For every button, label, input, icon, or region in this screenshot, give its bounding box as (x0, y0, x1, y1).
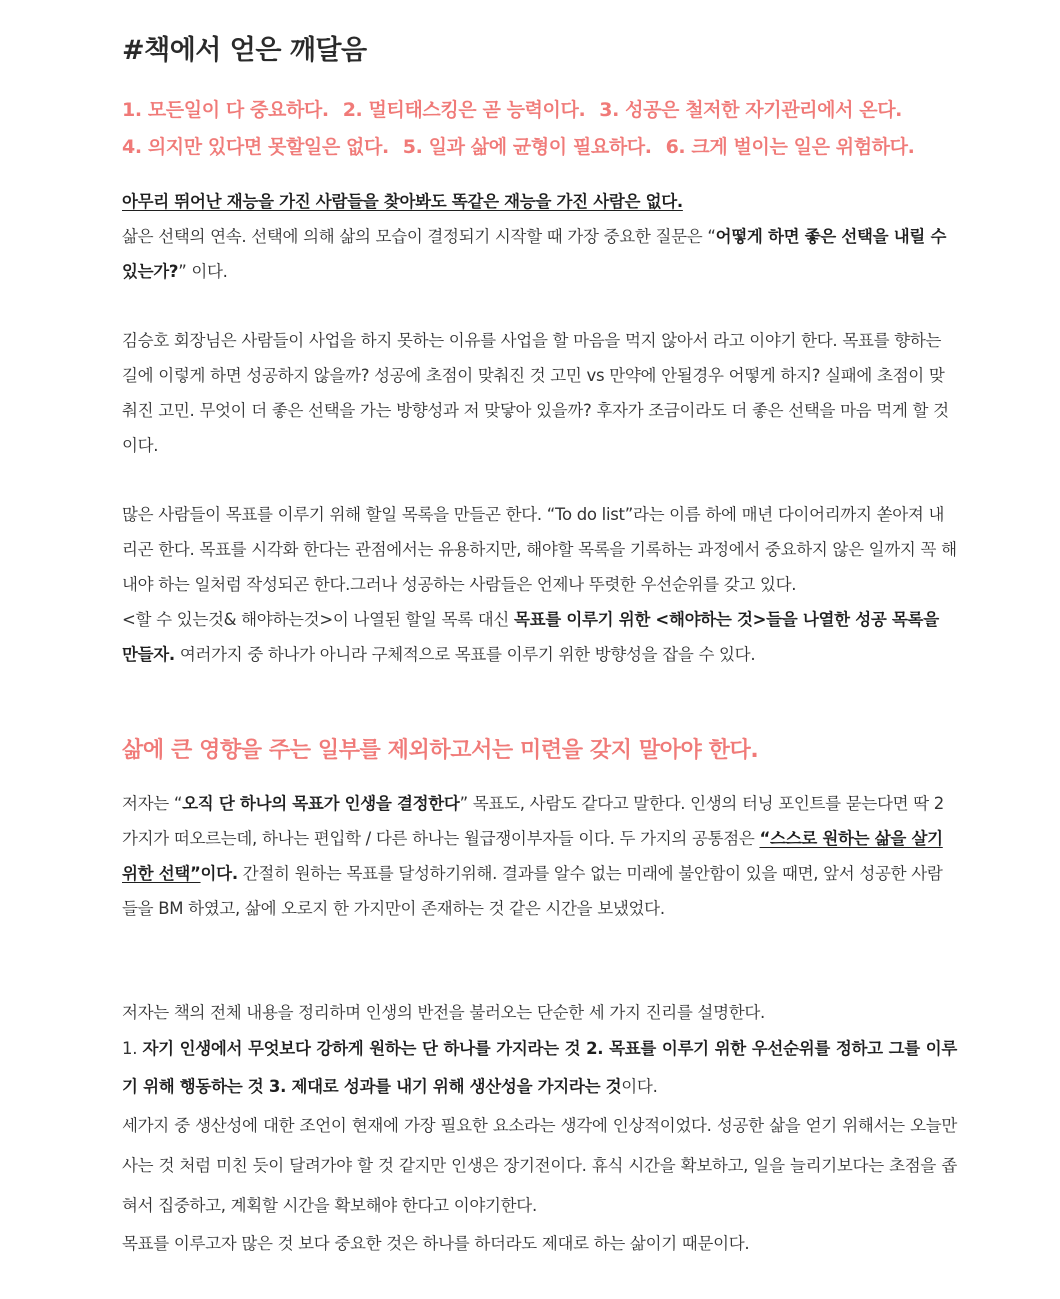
paragraph-text: 저자는 책의 전체 내용을 정리하며 인생의 반전을 불러오는 단순한 세 가지 진리를 설명한다. (122, 1003, 765, 1022)
lesson-item: 4. 의지만 있다면 못할일은 없다. (122, 136, 389, 158)
bold-phrase: 오직 단 하나의 목표가 인생을 결정한다 (182, 794, 460, 813)
underlined-bold-phrase: “스스로 원하는 삶을 살기 위한 선택” (122, 829, 943, 883)
text-span: ” 목표도, 사람도 같다고 말한다. 인생의 터닝 포인트를 묻는다면 딱 2가지가 떠오르는데, 하나는 편입학 / 다른 하나는 월급쟁이부자들 이다. 두 가지의 공통점은 (122, 794, 944, 848)
text-span: 이다. (621, 1077, 658, 1096)
truths-list (122, 1030, 957, 1106)
text-span: ” 이다. (178, 262, 228, 281)
text-span: 간절히 원하는 목표를 달성하기위해. 결과를 알수 없는 미래에 불안함이 있을 때면, 앞서 성공한 사람들을 BM 하였고, 삶에 오로지 한 가지만이 존재하는 것 같은 시간을 보냈었다. (122, 864, 943, 918)
paragraph-text: 세가지 중 생산성에 대한 조언이 현재에 가장 필요한 요소라는 생각에 인상적이었다. 성공한 삶을 얻기 위해서는 오늘만 사는 것 처럼 미친 듯이 달려가야 할 것 같지만 인생은 장기전이다. 휴식 시간을 확보하고, 일을 늘리기보다는 초점을 좁혀서 집중하고, 계획할 시간을 확보해야 한다고 이야기한다. (122, 1116, 957, 1215)
text-span: 저자는 “ (122, 794, 183, 813)
choice-paragraph (122, 219, 957, 289)
paragraph-text: 목표를 이루고자 많은 것 보다 중요한 것은 하나를 하더라도 제대로 하는 삶이기 때문이다. (122, 1234, 750, 1253)
text-span: 여러가지 중 하나가 아니라 구체적으로 목표를 이루기 위한 방향성을 잡을 수 있다. (174, 645, 756, 664)
page-title: #책에서 얻은 깨달음 (122, 35, 367, 66)
bold-phrase: 이다. (200, 864, 238, 883)
paragraph-todo-list (122, 497, 957, 672)
bold-phrase: 자기 인생에서 무엇보다 강하게 원하는 단 하나를 가지라는 것 2. 목표를 이루기 위한 우선순위를 정하고 그를 이루기 위해 행동하는 것 3. 제대로 성과를 내기 위해 생산성을 가지라는 것 (122, 1039, 957, 1096)
section-talent (122, 184, 957, 289)
lessons-line-2 (122, 129, 962, 166)
lesson-item: 6. 크게 벌이는 일은 위험하다. (665, 136, 915, 158)
success-list-paragraph (122, 602, 957, 672)
text-span: 삶은 선택의 연속. 선택에 의해 삶의 모습이 결정되기 시작할 때 가장 중요한 질문은 “ (122, 227, 716, 246)
lessons-line-1 (122, 92, 962, 129)
paragraph-text: 많은 사람들이 목표를 이루기 위해 할일 목록을 만들곤 한다. “To do list”라는 이름 하에 매년 다이어리까지 쏟아져 내리곤 한다. 목표를 시각화 한다는 관점에서는 유용하지만, 해야할 목록을 기록하는 과정에서 중요하지 않은 일까지 꼭 해내야 하는 일처럼 작성되곤 한다.그러나 성공하는 사람들은 언제나 뚜렷한 우선순위를 갖고 있다. (122, 505, 957, 594)
paragraph-three-truths (122, 995, 957, 1261)
underlined-statement: 아무리 뛰어난 재능을 가진 사람들을 찾아봐도 똑같은 재능을 가진 사람은 없다. (122, 192, 683, 211)
paragraph-one-goal (122, 786, 957, 926)
text-span: 1. (122, 1039, 143, 1058)
paragraph-text: 김승호 회장님은 사람들이 사업을 하지 못하는 이유를 사업을 할 마음을 먹지 않아서 라고 이야기 한다. 목표를 향하는 길에 이렇게 하면 성공하지 않을까? 성공에 초점이 맞춰진 것 고민 vs 만약에 안될경우 어떻게 하지? 실패에 초점이 맞춰진 고민. 무엇이 더 좋은 선택을 가는 방향성과 저 맞닿아 있을까? 후자가 조금이라도 더 좋은 선택을 마음 먹게 할 것이다. (122, 331, 949, 455)
lesson-item: 2. 멀티태스킹은 곧 능력이다. (342, 99, 586, 121)
lesson-item: 1. 모든일이 다 중요하다. (122, 99, 329, 121)
lesson-item: 5. 일과 삶에 균형이 필요하다. (402, 136, 652, 158)
lesson-item: 3. 성공은 철저한 자기관리에서 온다. (599, 99, 902, 121)
text-span: <할 수 있는것& 해야하는것>이 나열된 할일 목록 대신 (122, 610, 514, 629)
bold-phrase: 목표를 이루기 위한 <해야하는 것>들을 나열한 성공 목록을 만들자. (122, 610, 939, 664)
section-heading: 삶에 큰 영향을 주는 일부를 제외하고서는 미련을 갖지 말아야 한다. (122, 738, 759, 763)
paragraph-chairman (122, 323, 957, 463)
bold-question: 어떻게 하면 좋은 선택을 내릴 수 있는가? (122, 227, 947, 281)
lessons-list (122, 92, 962, 166)
paragraph-text (122, 786, 957, 926)
